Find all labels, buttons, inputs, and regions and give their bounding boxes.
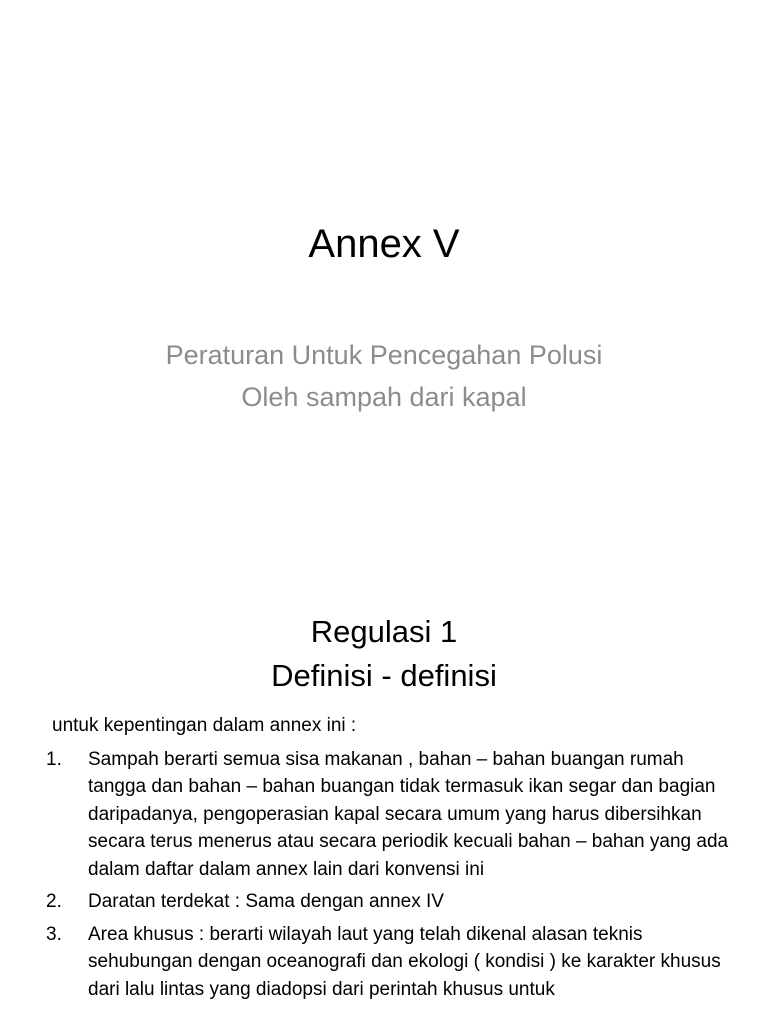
heading-line-2: Definisi - definisi (271, 658, 497, 693)
list-item-number: 2. (46, 891, 62, 912)
definition-list (46, 746, 736, 1004)
list-item (46, 746, 736, 884)
list-item (46, 888, 736, 916)
slide-heading (0, 610, 768, 698)
subtitle-line-2: Oleh sampah dari kapal (241, 382, 527, 412)
slide-regulation (0, 576, 768, 1024)
list-item-number: 3. (46, 923, 62, 945)
slide-subtitle (0, 334, 768, 418)
list-item-text: Daratan terdekat : Sama dengan annex IV (88, 891, 444, 912)
slide-body (46, 712, 736, 1008)
list-item-text: Sampah berarti semua sisa makanan , bahan – bahan buangan rumah tangga dan bahan – bahan buangan tidak termasuk ikan segar dan bagian daripadanya, pengoperasian kapal secara umum yang harus dibersihkan secara terus menerus atau secara periodik kecuali bahan – bahan yang ada dalam daftar dalam annex lain dari konvensi ini (88, 748, 729, 880)
slide-title-heading: Annex V (308, 222, 460, 266)
list-item-number: 1. (46, 748, 62, 770)
intro-text: untuk kepentingan dalam annex ini : (52, 715, 357, 736)
list-item (46, 921, 736, 1004)
heading-line-1: Regulasi 1 (310, 614, 458, 649)
list-item-text: Area khusus : berarti wilayah laut yang telah dikenal alasan teknis sehubungan dengan oceanografi dan ekologi ( kondisi ) ke karakter khusus dari lalu lintas yang diadopsi dari perintah khusus untuk (88, 923, 721, 1000)
subtitle-line-1: Peraturan Untuk Pencegahan Polusi (165, 340, 603, 370)
